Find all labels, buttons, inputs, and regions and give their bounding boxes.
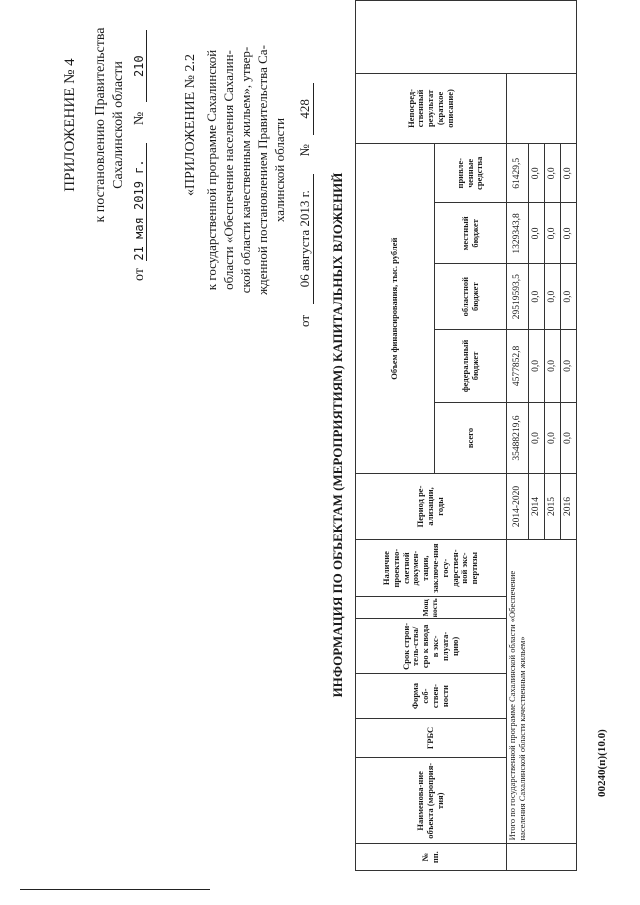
annex-from-label: от (297, 314, 312, 327)
col-form: Форма соб-ствен-ности (356, 674, 507, 718)
right-blank-column (356, 1, 577, 74)
annex-line: жденной постановлением Правительства Са- (255, 45, 270, 295)
table-header-row (356, 1, 435, 871)
local-cell: 1329343,8 (507, 203, 529, 264)
decree-line: к постановлению Правительства (93, 27, 108, 223)
col-num: № пп. (356, 844, 507, 871)
number-label: № (132, 111, 147, 126)
total-cell: 0,0 (561, 403, 577, 474)
total-cell: 0,0 (545, 403, 561, 474)
attracted-cell: 0,0 (545, 144, 561, 203)
footer-code: 00240(п)(10.0) (596, 729, 608, 797)
local-cell: 0,0 (529, 203, 545, 264)
col-period: Период ре-ализации, годы (356, 474, 507, 540)
total-cell: 35488219,6 (507, 403, 529, 474)
region-line: Сахалинской области (111, 61, 126, 189)
col-attracted: привле-ченные средства (435, 144, 507, 203)
regional-cell: 29519593,5 (507, 264, 529, 329)
row-num-cell (507, 844, 577, 871)
col-federal: федеральный бюджет (435, 329, 507, 402)
regional-cell: 0,0 (529, 264, 545, 329)
col-total: всего (435, 403, 507, 474)
local-cell: 0,0 (561, 203, 577, 264)
annex-line: к государственной программе Сахалинской (204, 49, 219, 291)
col-power: Мощ ность (356, 597, 507, 619)
col-docs: Наличие проектно-сметной докумен-тации, заключе-ния госу-дарствен-ной экс-пертизы (356, 539, 507, 596)
period-cell: 2014-2020 (507, 474, 529, 540)
federal-cell: 0,0 (545, 329, 561, 402)
total-row-label: Итого по государственной программе Сахалинской области «Обеспечение населения Сахалинской области качественным жильем» (507, 539, 577, 843)
annex-line: ской области качественным жильем», утвер- (238, 46, 253, 294)
col-local: местный бюджет (435, 203, 507, 264)
capital-investment-table (355, 0, 577, 871)
footnote-rule (20, 889, 210, 890)
period-cell: 2015 (545, 474, 561, 540)
decree-date-row (132, 30, 148, 281)
regional-cell: 0,0 (545, 264, 561, 329)
annex-line: области «Обеспечение населения Сахалин- (221, 50, 236, 290)
decree-month-year: мая 2019 г. (132, 159, 146, 239)
decree-date (132, 143, 147, 261)
annex-number: 428 (297, 83, 314, 135)
annex-date-row (297, 83, 314, 327)
table-title: ИНФОРМАЦИЯ ПО ОБЪЕКТАМ (МЕРОПРИЯТИЯМ) КАПИТАЛЬНЫХ ВЛОЖЕНИЙ (330, 172, 345, 698)
annex-number-label: № (297, 144, 312, 157)
attracted-cell: 0,0 (529, 144, 545, 203)
col-term: Срок строи-тель-ства/сро к ввода в экс-плуата-цию) (356, 619, 507, 674)
federal-cell: 0,0 (529, 329, 545, 402)
col-funding: Объем финансирования, тыс. рублей (356, 144, 435, 474)
col-name: Наименова-ние объекта (мероприя-тия) (356, 758, 507, 844)
table-row (507, 1, 529, 871)
annex-title: «ПРИЛОЖЕНИЕ № 2.2 (183, 54, 198, 196)
local-cell: 0,0 (545, 203, 561, 264)
result-cell (507, 73, 577, 144)
federal-cell: 0,0 (561, 329, 577, 402)
decree-day: 21 (132, 246, 146, 261)
col-regional: областной бюджет (435, 264, 507, 329)
regional-cell: 0,0 (561, 264, 577, 329)
period-cell: 2016 (561, 474, 577, 540)
decree-number: 210 (132, 30, 147, 102)
attracted-cell: 0,0 (561, 144, 577, 203)
federal-cell: 4577852,8 (507, 329, 529, 402)
annex-line: халинской области (272, 117, 287, 223)
appendix-title: ПРИЛОЖЕНИЕ № 4 (62, 58, 78, 192)
annex-date: 06 августа 2013 г. (297, 174, 314, 304)
total-cell: 0,0 (529, 403, 545, 474)
col-grbs: ГРБС (356, 718, 507, 757)
from-label: от (132, 268, 147, 281)
annex-text (203, 10, 288, 330)
period-cell: 2014 (529, 474, 545, 540)
attracted-cell: 61429,5 (507, 144, 529, 203)
col-result: Непосред-ственный результат (краткое описание) (356, 73, 507, 144)
